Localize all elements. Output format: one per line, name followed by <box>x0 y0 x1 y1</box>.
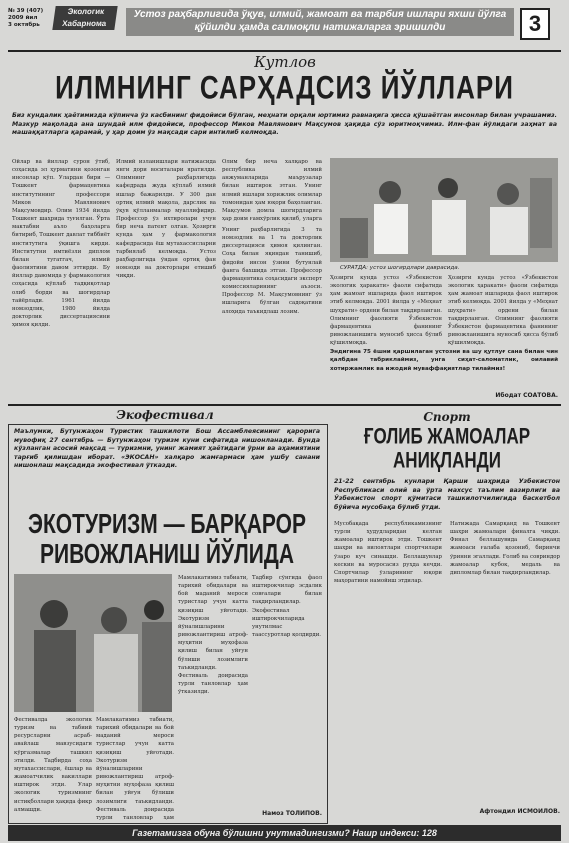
article2-column-1a: Фестивалда экологик туризм ва табиий ресурсларни асраб-авайлаш мавзусидаги кўргазмалар ташкил этилди. Тадбирда соҳа мутахассислари, ёшлар ва жамоатчилик вакиллари иштирок этди. Улар экологик туризмнинг истиқболлари ҳақида фикр алмашди. <box>14 717 92 813</box>
article1-column-3: Олим бир неча халқаро ва республика илмий анжуманларида маърузалар билан иштирок этган. Унинг илмий ишлари хорижлик олимлар томонидан ҳам юқори баҳоланган. Мақсумов домла шогирдларига ҳар доим ғамхўрлик қилиб, уларга <box>222 159 322 223</box>
article2-section: Экофестивал <box>116 408 214 422</box>
article1-closing: Эндигина 75 ёшни қаршилаган устозни ва шу қутлуғ сана билан чин қалбдан табриклаймиз, унга сиҳат-саломатлик, оилавий хотиржамлик ва ижодий муваффақиятлар тилаймиз! <box>330 349 558 372</box>
article1-photo <box>330 158 558 262</box>
page-header <box>8 4 561 48</box>
article1-byline: Ибодат СОАТОВА. <box>495 392 558 399</box>
issue-year: 2009 йил <box>8 15 38 21</box>
page-number: 3 <box>520 8 550 40</box>
photo-people-scene <box>330 158 558 262</box>
masthead-line2: Хабарнома <box>61 19 107 28</box>
article1-column-2: Илмий изланишлари натижасида янги дори воситалари яратилди. Олимнинг раҳбарлигида кафедрада жуда кўплаб илмий ишлар бажарилди. У 300 дан ортиқ илмий мақола, дарслик ва ўқув қўлланмалар муаллифидир. Профессор ўз ихтиролари учун бир неча патент олган. Ҳозирги кунда ҳам у фармакология кафедрасида ёш мутахассисларни тарбиялаб келмоқда. Устоз раҳбарлигида ўндан ортиқ фан номзоди ва докторлари етишиб чиқди. <box>116 159 216 280</box>
article2-byline: Намоз ТОЛИПОВ. <box>262 810 322 817</box>
article3-byline: Афтондил ИСМОИЛОВ. <box>479 808 560 815</box>
article3-section: Спорт <box>423 410 471 424</box>
article1-lede: Биз кундалик ҳаётимизда кўпинча ўз касбининг фидойиси бўлган, меҳнати орқали юртимиз равнақига ҳисса қўшаётган инсонлар билан учрашамиз. Мазкур мақолада ана шундай илм фидойиси, профессор Миков Мавлянович Мақсумов ҳақида сўз юритмоқчимиз. Илм-фан йўлидаги заҳмат ва машаққатларга қарамай, у ҳар доим ўз мақсади сари интилиб келмоқда. <box>12 112 557 137</box>
article2-photo <box>14 574 172 712</box>
article1-kicker: Кутлов <box>254 53 316 71</box>
article2-headline-line1: ЭКОТУРИЗМ — БАРҚАРОР <box>28 509 306 540</box>
article2-column-3: Тадбир сўнгида фаол иштирокчилар эсдалик совғалари билан тақдирландилар. Экофестивал иштирокчиларида унутилмас таассуротлар қолдирди. <box>252 575 322 639</box>
subscription-banner: Газетамизга обуна бўлишни унутмадингизми? Нашр индекси: 128 <box>8 825 561 841</box>
article2-headline-line2: РИВОЖЛАНИШ ЙЎЛИДА <box>40 539 294 570</box>
header-divider <box>8 50 561 52</box>
article1-column-4: Унинг раҳбарлигида 3 та номзодлик ва 1 та докторлик диссертацияси ҳимоя қилинган. Соҳа билан яқиндан танишиб, фидойи инсон ўзини бутунлай фанга бахшида этган. Профессор фармацевтика соҳасидаги эксперт комиссияларининг аъзоси. Профессор М. Мақсумовнинг ўз ишларига бўлган садоқатини алоҳида таъкидлаш лозим. <box>222 227 322 315</box>
article2-column-2: Мамлакатимиз табиати, тарихий обидалари ва бой маданий мероси туристлар учун катта қизиқиш уйғотади. Экотуризм йўналишларини ривожлантириш атроф-муҳитни муҳофаза қилиш билан уйғун бўлиши лозимлиги таъкидланди. Фестиваль доирасида турли танловлар ҳам ўтказилди. <box>178 575 248 696</box>
masthead-logo <box>52 6 117 30</box>
masthead-line1: Экологик <box>67 7 105 16</box>
article3-headline-line1: ҒОЛИБ ЖАМОАЛАР <box>363 424 531 449</box>
issue-date: 3 октябрь <box>8 22 40 28</box>
article1-column-5a: Ҳозирги кунда устоз «Ўзбекистон экологик ҳаракати» фаоли сифатида ҳам жамоат ишларида фаол иштирок этиб келмоқда. 2001 йилда у «Меҳнат шуҳрати» ордени билан тақдирланган. Олимнинг фаолияти Ўзбекистон фармацевтика фанининг ривожланишига муносиб ҳисса бўлиб қўшилмоқда. <box>330 275 442 346</box>
article1-headline: ИЛМНИНГ САРҲАДСИЗ ЙЎЛЛАРИ <box>55 68 514 106</box>
article2-column-1b: Мамлакатимиз табиати, тарихий обидалари ва бой маданий мероси туристлар учун катта қизиқиш уйғотади. Экотуризм йўналишларини ривожлантириш атроф-муҳитни муҳофаза қилиш билан уйғун бўлиши лозимлиги таъкидланди. Фестиваль доирасида турли танловлар ҳам <box>96 717 174 820</box>
article3-headline-line2: АНИҚЛАНДИ <box>393 448 501 473</box>
article2-intro: Маълумки, Бутунжаҳон Туристик ташкилоти Бош Ассамблеясининг қарорига мувофиқ 27 сентябрь — Бутунжаҳон туризм куни сифатида нишонланади. Бунда кўзланган асосий мақсад — туризмни, унинг жамият ҳаётидаги ўрни ва аҳамиятини тарғиб қилишдан иборат. «ЭКОСАН» халқаро жамғармаси ҳам ушбу санани нишонлаш мақсадида экофестивал ўтказди. <box>14 428 320 470</box>
article1-column-5b: Ҳозирги кунда устоз «Ўзбекистон экологик ҳаракати» фаоли сифатида ҳам жамоат ишларида фаол иштирок этиб келмоқда. 2001 йилда у «Меҳнат шуҳрати» ордени билан тақдирланган. Олимнинг фаолияти Ўзбекистон фармацевтика фанининг ривожланишига муносиб ҳисса бўлиб қўшилмоқда. <box>448 275 558 346</box>
article3-lede: 21-22 сентябрь кунлари Қарши шаҳрида Ўзбекистон Республикаси олий ва ўрта махсус таълим вазирлиги ва Ўзбекистон спорт қўмитаси ташкилотчилигида баскетбол бўйича мусобақа бўлиб ўтди. <box>334 478 560 511</box>
article-divider <box>8 404 561 406</box>
article1-photo-caption: СУРАТДА: устоз шогирдлари даврасида. <box>340 265 460 271</box>
issue-number: № 39 (407) <box>8 8 44 14</box>
article3-column-1: Мусобақада республикамизнинг турли ҳудудларидан келган жамоалар иштирок этди. Тошкент шаҳри ва вилоятлари спортчилари ўзаро куч синашди. Беллашувлар кескин ва муросасиз руҳда кечди. Спортчилар ўзларининг юқори маҳоратини намойиш этдилар. <box>334 521 442 585</box>
article3-column-2: Натижада Самарқанд ва Тошкент шаҳри жамоалари финалга чиқди. Финал беллашувида Самарқанд жамоаси ғалаба қозониб, биринчи ўринни эгаллади. Ғолиб ва совриндор жамоалар кубок, медаль ва дипломлар билан тақдирландилар. <box>450 521 560 576</box>
article1-column-1: Ойлар ва йиллар сурон ўтиб, соҳасида эл ҳурматини қозонган инсонлар кўп. Улардан бири — Тошкент фармацевтика институтининг профессори Миков Мавлянович Мақсумовдир. Олим 1934 йилда Тошкент шаҳрида туғилган. Ўрта мактабни аъло баҳоларга битириб, Тошкент давлат тиббиёт институтига ўқишга кирди. Институтни имтиёзли диплом билан тугатгач, илмий фаолиятини давом эттирди. Бу йиллар давомида у фармакология соҳасида кўплаб тадқиқотлар олиб борди ва шогирдлар тайёрлади. 1961 йилда номзодлик, 1980 йилда докторлик диссертациясини ҳимоя қилди. <box>12 159 110 329</box>
header-slogan: Устоз раҳбарлигида ўқув, илмий, жамоат ва тарбия ишлари яхши йўлга қўйилди ҳамда салмоқли натижаларга эришилди <box>126 8 514 36</box>
photo-festival-scene <box>14 574 172 712</box>
